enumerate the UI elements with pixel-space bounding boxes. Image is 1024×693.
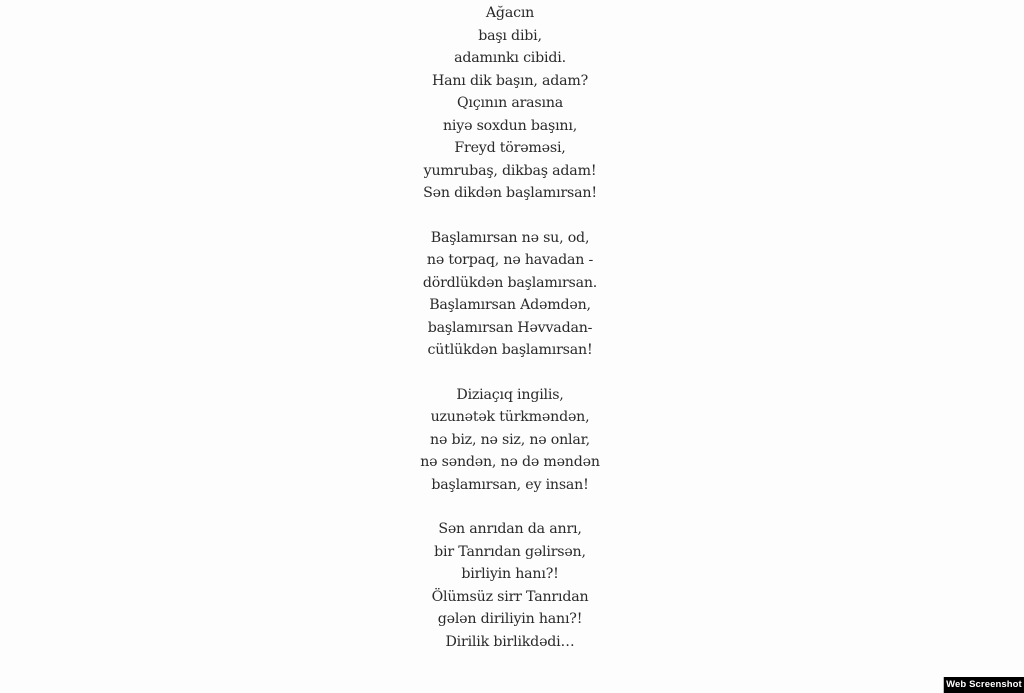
poem-line: nə biz, nə siz, nə onlar, <box>430 431 590 448</box>
poem-line: Başlamırsan Adəmdən, <box>429 297 591 313</box>
poem-line: Freyd törəməsi, <box>454 140 566 156</box>
poem-line: Dirilik birlikdədi… <box>445 633 575 650</box>
poem-stanza-1 <box>310 2 710 205</box>
poem-line: dördlükdən başlamırsan. <box>422 274 598 291</box>
poem-line: Ağacın <box>485 5 535 21</box>
poem-line: başı dibi, <box>478 27 542 44</box>
poem-line: başlamırsan Həvvadan- <box>427 319 593 336</box>
poem-line: Sən dikdən başlamırsan! <box>423 185 597 201</box>
poem-line: nə torpaq, nə havadan - <box>426 252 594 268</box>
poem-line: başlamırsan, ey insan! <box>431 476 589 493</box>
poem-line: Ölümsüz sirr Tanrıdan <box>431 588 589 605</box>
poem-stanza-3 <box>310 384 710 497</box>
poem-line: gələn diriliyin hanı?! <box>437 611 583 627</box>
poem-line: uzunətək türkməndən, <box>430 409 590 425</box>
poem-line: Dizіaçıq ingilis, <box>456 386 564 403</box>
poem-line: cütlükdən başlamırsan! <box>427 342 593 358</box>
poem-line: Hanı dik başın, adam? <box>431 72 589 89</box>
poem-line: birliyin hanı?! <box>461 566 559 582</box>
poem-line: niyə soxdun başını, <box>442 117 578 134</box>
poem-line: Başlamırsan nə su, od, <box>430 229 590 246</box>
poem-line: yumrubaş, dikbaş adam! <box>423 162 597 179</box>
poem-line: Qıçının arasına <box>456 95 564 111</box>
poem-line: adamınkı cibidi. <box>454 50 566 66</box>
web-screenshot-badge: Web Screenshot <box>944 677 1024 693</box>
poem-line: bir Tanrıdan gəlirsən, <box>434 543 586 560</box>
poem-line: Sən anrıdan da anrı, <box>438 521 582 537</box>
poem-stanza-2 <box>310 227 710 362</box>
poem-line: nə səndən, nə də məndən <box>420 454 600 470</box>
poem-text <box>310 2 710 653</box>
poem-stanza-4 <box>310 518 710 653</box>
